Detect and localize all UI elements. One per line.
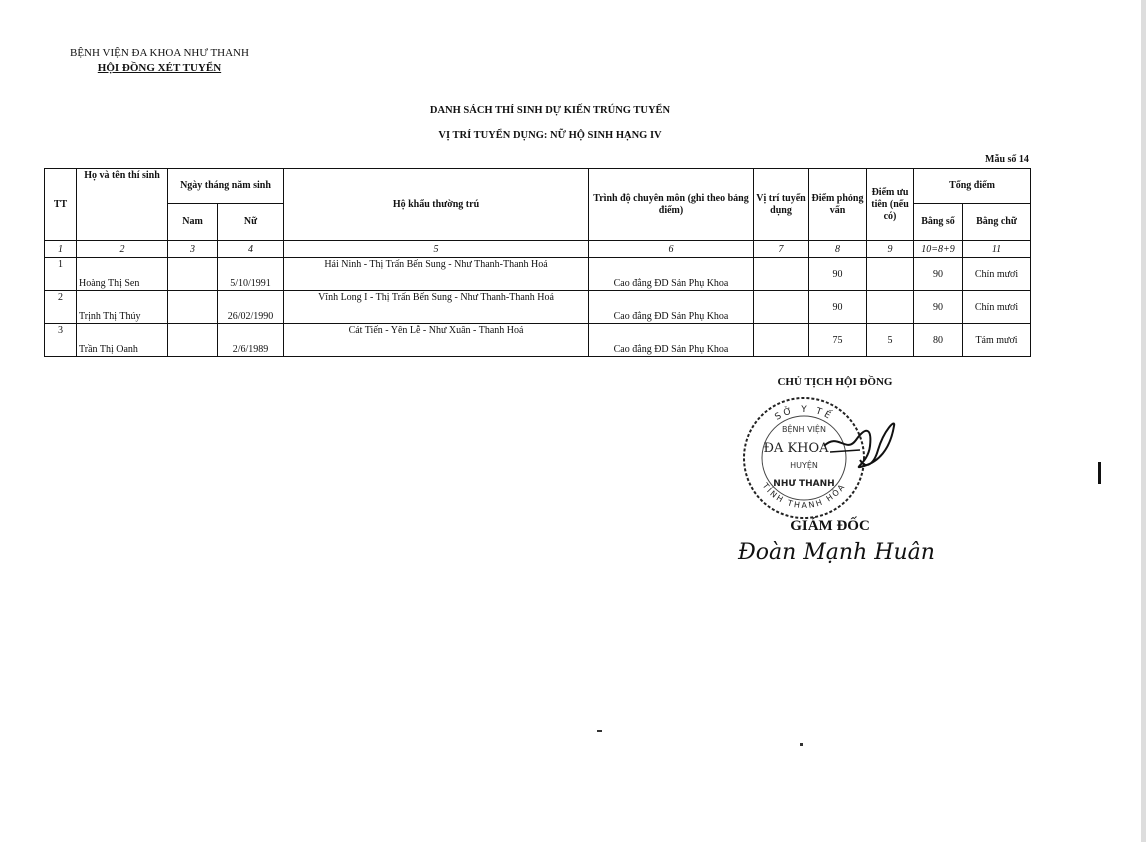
col-dob-header: Ngày tháng năm sinh xyxy=(168,169,284,204)
cell-dob-male xyxy=(168,291,218,324)
cell-dob-female: 26/02/1990 xyxy=(218,291,284,324)
col-address-header: Hộ khẩu thường trú xyxy=(284,169,589,241)
col-qual-header: Trình độ chuyên môn (ghi theo bảng điểm) xyxy=(589,169,754,241)
cell-name: Trần Thị Oanh xyxy=(77,324,168,357)
cell-total-words: Chín mươi xyxy=(963,291,1031,324)
col-tt-header: TT xyxy=(45,169,77,241)
cell-position xyxy=(754,258,809,291)
cell-address: Cát Tiến - Yên Lễ - Như Xuân - Thanh Hoá xyxy=(284,324,589,357)
stamp-line-3: HUYỆN xyxy=(790,461,818,470)
index-cell: 4 xyxy=(218,241,284,258)
cell-dob-female: 2/6/1989 xyxy=(218,324,284,357)
document-subtitle: VỊ TRÍ TUYỂN DỤNG: NỮ HỘ SINH HẠNG IV xyxy=(438,130,662,141)
column-index-row xyxy=(45,241,1031,258)
index-cell: 6 xyxy=(589,241,754,258)
index-cell: 1 xyxy=(45,241,77,258)
scan-mark xyxy=(1098,462,1101,484)
cell-tt: 1 xyxy=(45,258,77,291)
cell-dob-male xyxy=(168,324,218,357)
cell-address: Hải Ninh - Thị Trấn Bến Sung - Như Thanh-Thanh Hoá xyxy=(284,258,589,291)
index-cell: 7 xyxy=(754,241,809,258)
col-interview-header: Điểm phỏng vấn xyxy=(809,169,867,241)
col-name-header: Họ và tên thí sinh xyxy=(77,169,168,241)
header-row-1 xyxy=(45,169,1031,204)
index-cell: 3 xyxy=(168,241,218,258)
table-row xyxy=(45,324,1031,357)
cell-address: Vĩnh Long I - Thị Trấn Bến Sung - Như Thanh-Thanh Hoá xyxy=(284,291,589,324)
stamp-ring-bottom: TỈNH THANH HÓA xyxy=(760,481,848,511)
stamp-ring-top: SỞ Y TẾ xyxy=(773,404,835,423)
document-title: DANH SÁCH THÍ SINH DỰ KIẾN TRÚNG TUYỂN xyxy=(429,105,671,116)
scan-speck xyxy=(597,730,602,732)
cell-position xyxy=(754,324,809,357)
stamp-line-1: BỆNH VIỆN xyxy=(782,425,826,434)
index-cell: 8 xyxy=(809,241,867,258)
cell-interview-score: 90 xyxy=(809,258,867,291)
cell-priority-score: 5 xyxy=(867,324,914,357)
index-cell: 11 xyxy=(963,241,1031,258)
cell-qualification: Cao đẳng ĐD Sản Phụ Khoa xyxy=(589,291,754,324)
cell-total-words: Tám mươi xyxy=(963,324,1031,357)
cell-interview-score: 75 xyxy=(809,324,867,357)
cell-tt: 2 xyxy=(45,291,77,324)
cell-total-number: 90 xyxy=(914,291,963,324)
cell-priority-score xyxy=(867,258,914,291)
cell-total-number: 90 xyxy=(914,258,963,291)
cell-dob-male xyxy=(168,258,218,291)
index-cell: 9 xyxy=(867,241,914,258)
index-cell: 2 xyxy=(77,241,168,258)
hospital-name: BỆNH VIỆN ĐA KHOA NHƯ THANH xyxy=(70,47,249,59)
cell-name: Trịnh Thị Thúy xyxy=(77,291,168,324)
cell-total-words: Chín mươi xyxy=(963,258,1031,291)
cell-qualification: Cao đẳng ĐD Sản Phụ Khoa xyxy=(589,324,754,357)
stamp-line-2: ĐA KHOA xyxy=(763,441,829,456)
cell-total-number: 80 xyxy=(914,324,963,357)
col-total-num-header: Bằng số xyxy=(914,204,963,241)
cell-position xyxy=(754,291,809,324)
cell-interview-score: 90 xyxy=(809,291,867,324)
handwritten-signature xyxy=(820,410,900,480)
scan-speck xyxy=(800,743,803,746)
cell-name: Hoàng Thị Sen xyxy=(77,258,168,291)
candidates-table xyxy=(44,168,1031,357)
col-dob-female-header: Nữ xyxy=(218,204,284,241)
cell-dob-female: 5/10/1991 xyxy=(218,258,284,291)
chairman-title: CHỦ TỊCH HỘI ĐỒNG xyxy=(777,376,893,388)
signatory-name: Đoàn Mạnh Huân xyxy=(738,540,935,565)
table-row xyxy=(45,258,1031,291)
council-name: HỘI ĐỒNG XÉT TUYỂN xyxy=(97,62,222,74)
col-position-header: Vị trí tuyển dụng xyxy=(754,169,809,241)
director-title: GIÁM ĐỐC xyxy=(790,518,870,534)
col-total-header: Tổng điểm xyxy=(914,169,1031,204)
col-total-words-header: Bằng chữ xyxy=(963,204,1031,241)
organization-header xyxy=(70,46,249,76)
cell-priority-score xyxy=(867,291,914,324)
scan-edge xyxy=(1141,0,1146,842)
form-number: Mẫu số 14 xyxy=(985,154,1029,165)
cell-qualification: Cao đẳng ĐD Sản Phụ Khoa xyxy=(589,258,754,291)
col-priority-header: Điểm ưu tiên (nếu có) xyxy=(867,169,914,241)
col-dob-male-header: Nam xyxy=(168,204,218,241)
index-cell: 5 xyxy=(284,241,589,258)
cell-tt: 3 xyxy=(45,324,77,357)
table-row xyxy=(45,291,1031,324)
stamp-line-4: NHƯ THANH xyxy=(773,479,835,489)
index-cell: 10=8+9 xyxy=(914,241,963,258)
